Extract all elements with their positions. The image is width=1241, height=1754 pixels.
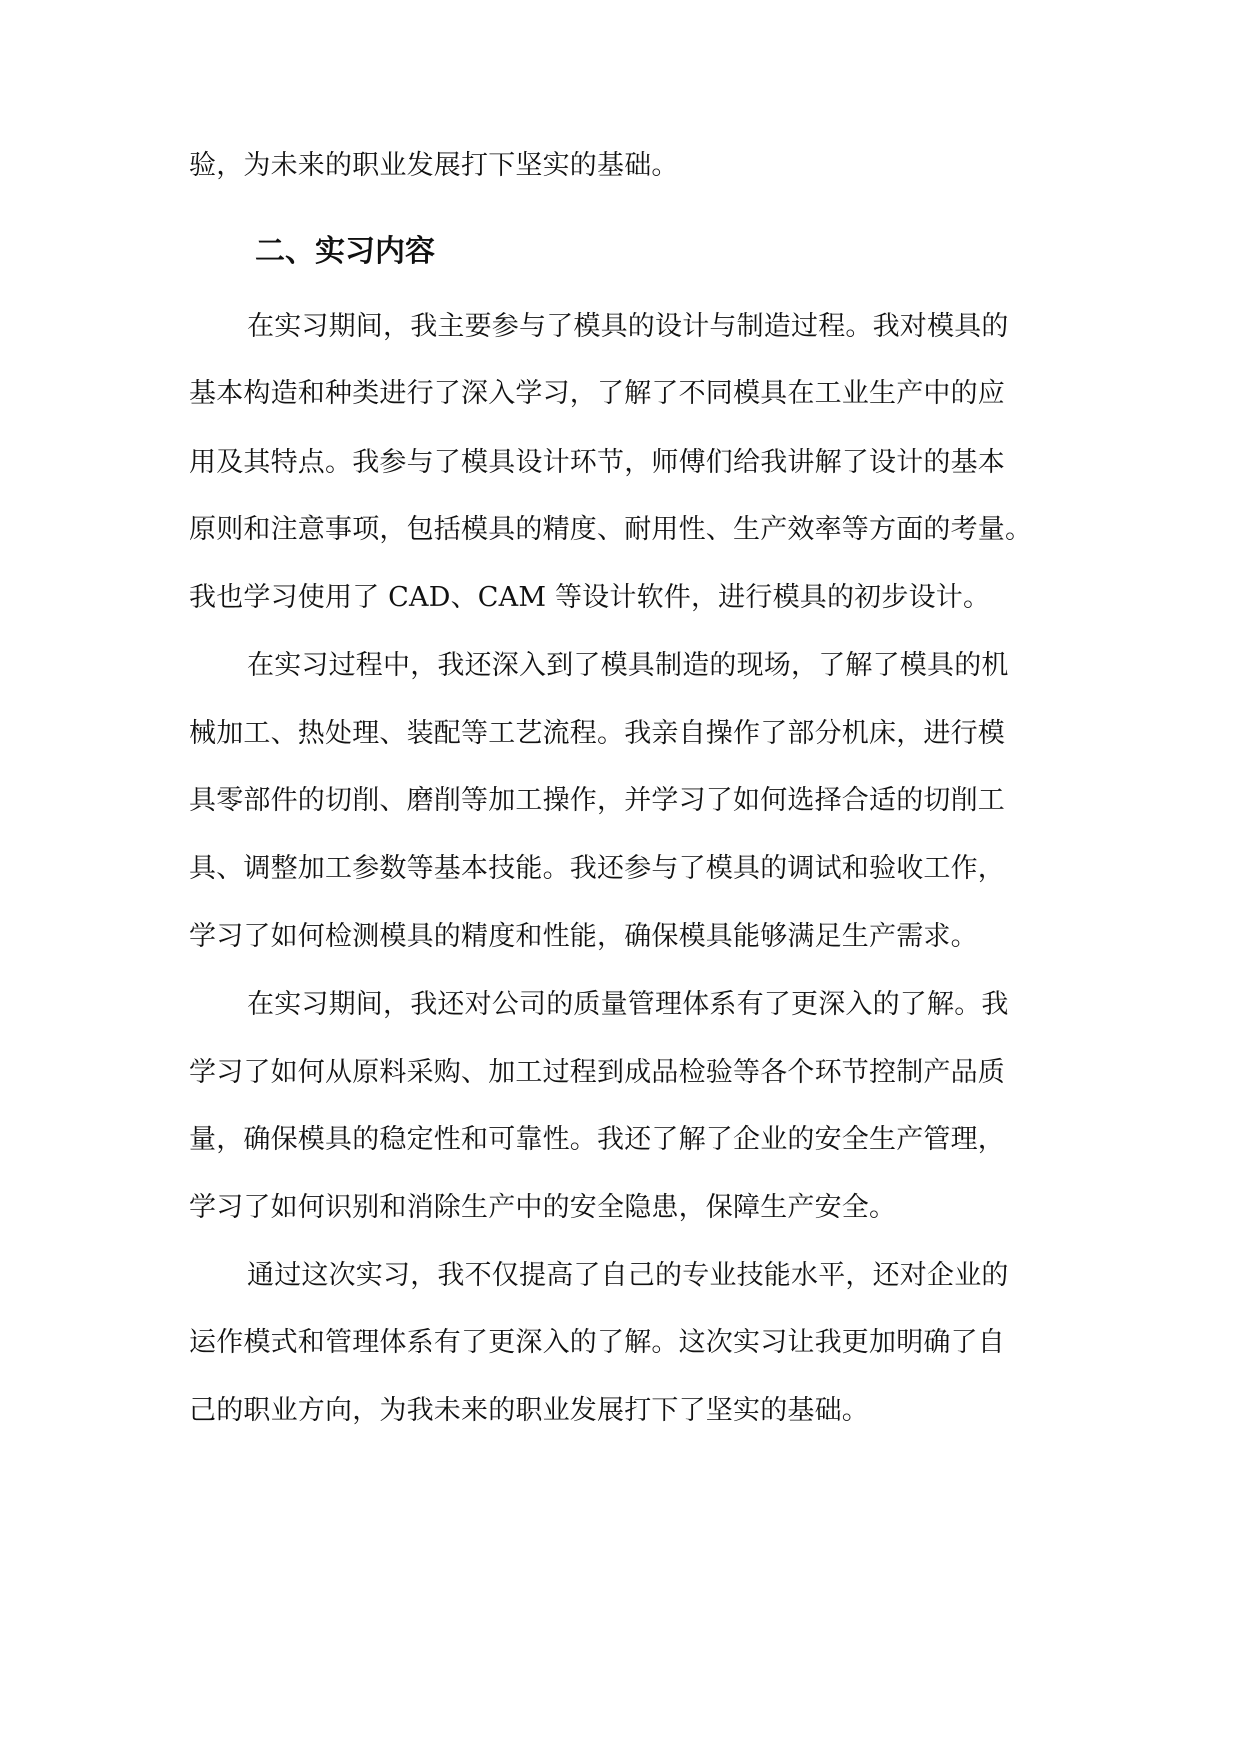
paragraph-line: 基本构造和种类进行了深入学习，了解了不同模具在工业生产中的应 [189, 378, 1005, 409]
paragraph-line: 量，确保模具的稳定性和可靠性。我还了解了企业的安全生产管理， [189, 1124, 1005, 1155]
paragraph-line: 己的职业方向，为我未来的职业发展打下了坚实的基础。 [189, 1395, 869, 1426]
paragraph-line: 运作模式和管理体系有了更深入的了解。这次实习让我更加明确了自 [189, 1327, 1005, 1358]
paragraph-line: 在实习期间，我还对公司的质量管理体系有了更深入的了解。我 [247, 989, 1009, 1020]
paragraph-line: 通过这次实习，我不仅提高了自己的专业技能水平，还对企业的 [247, 1260, 1009, 1291]
paragraph-line: 在实习期间，我主要参与了模具的设计与制造过程。我对模具的 [247, 311, 1009, 342]
section-heading: 二、实习内容 [255, 234, 435, 269]
paragraph-line: 具零部件的切削、磨削等加工操作，并学习了如何选择合适的切削工 [189, 785, 1005, 816]
paragraph-line: 学习了如何检测模具的精度和性能，确保模具能够满足生产需求。 [189, 921, 978, 952]
paragraph-line: 械加工、热处理、装配等工艺流程。我亲自操作了部分机床，进行模 [189, 718, 1005, 749]
paragraph-line: 学习了如何识别和消除生产中的安全隐患，保障生产安全。 [189, 1192, 897, 1223]
paragraph-line: 学习了如何从原料采购、加工过程到成品检验等各个环节控制产品质 [189, 1057, 1005, 1088]
paragraph-line: 具、调整加工参数等基本技能。我还参与了模具的调试和验收工作， [189, 853, 1005, 884]
intro-tail-line: 验，为未来的职业发展打下坚实的基础。 [189, 150, 679, 181]
paragraph-line: 原则和注意事项，包括模具的精度、耐用性、生产效率等方面的考量。 [189, 514, 1033, 545]
paragraph-line: 我也学习使用了 CAD、CAM 等设计软件，进行模具的初步设计。 [189, 582, 991, 613]
paragraph-line: 用及其特点。我参与了模具设计环节，师傅们给我讲解了设计的基本 [189, 447, 1005, 478]
paragraph-line: 在实习过程中，我还深入到了模具制造的现场，了解了模具的机 [247, 650, 1009, 681]
